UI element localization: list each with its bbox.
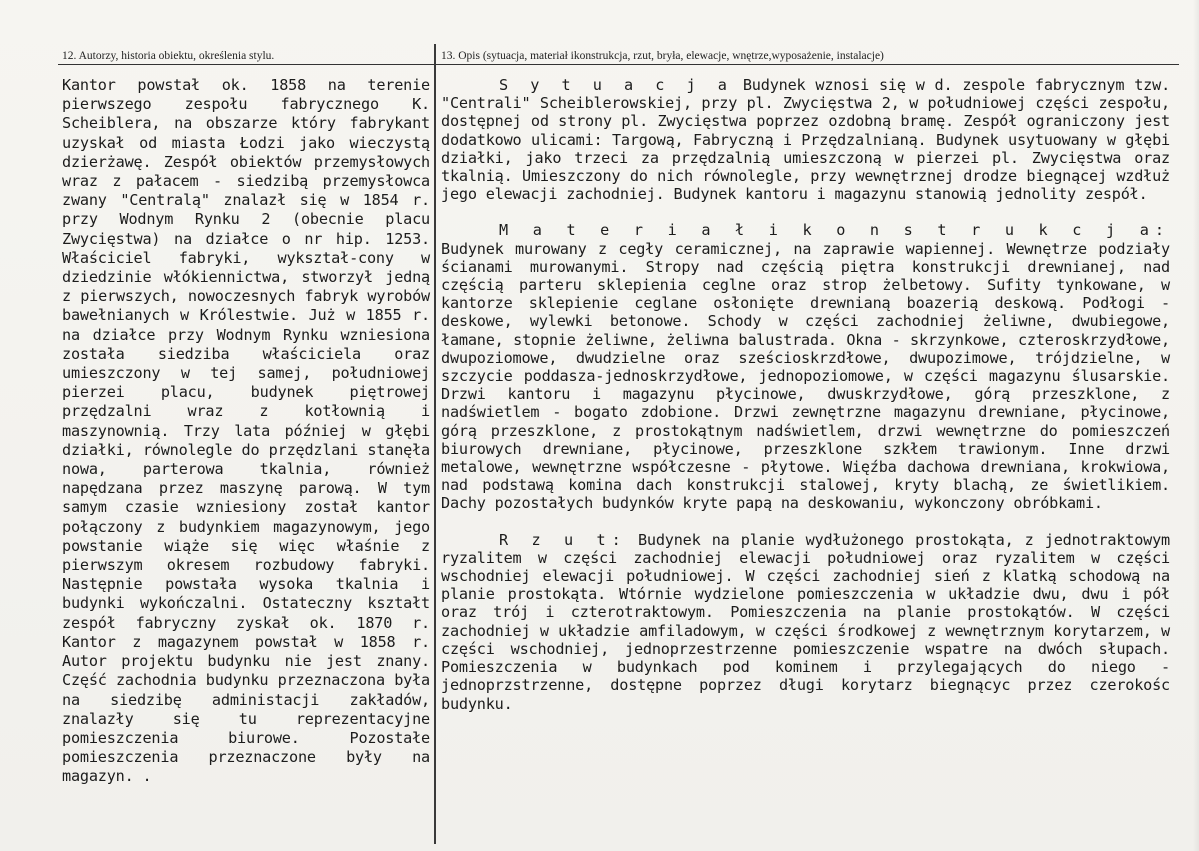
description-column [441,76,1170,731]
section-heading: S y t u a c j a [499,76,733,94]
page-edge [1193,0,1199,851]
section-text: Budynek murowany z cegły ceramicznej, na zaprawie wapiennej. Wewnętrze podziały ścianami murowanymi. Stropy nad częścią piętra konstrukcji drewnianej, nad częścią parteru sklepienia ceglne oraz strop żelbetowy. Sufity tynkowane, w kantorze sklepienie ceglane osłonięte drewnianą boazerią deskową. Podłogi - deskowe, wylewki betonowe. Schody w części zachodniej żeliwne, dwubiegowe, łamane, stopnie żeliwne, żeliwna balustrada. Okna - skrzynkowe, czteroskrzydłowe, dwupoziomowe, dwudzielne oraz sześcioskrzdłowe, dwupozimowe, trójdzielne, w szczycie poddasza-jednoskrzydłowe, jednopoziomowe, w części magazynu ślusarskie. Drzwi kantoru i magazynu płycinowe, dwuskrzydłowe, górą przeszklone, z nadświetlem - bogato zdobione. Drzwi zewnętrzne magazynu drewniane, płycinowe, górą przeszklone, z prostokątnym nadświetlem, drzwi wewnętrzne do pomieszczeń biurowych drewniane, płycinowe, przeszklone szkłem trawionym. Inne drzwi metalowe, wewnętrzne współczesne - płytowe. Więźba dachowa drewniana, krokwiowa, nad podstawą komina dach konstrukcji stalowej, kryty blachą, ze świetlikiem. Dachy pozostałych budynków kryte papą na deskowaniu, wykonczony obróbkami. [441,239,1170,513]
right-column-header: 13. Opis (sytuacja, materiał ikonstrukcja, rzut, bryła, elewacje, wnętrze,wyposażenie, instalacje) [441,50,884,62]
left-column-header: 12. Autorzy, historia obiektu, określenia stylu. [62,50,275,62]
history-column [62,76,430,787]
section-heading: R z u t: [499,530,627,549]
section-heading: M a t e r i a ł i k o n s t r u k c j a: [499,221,1170,240]
section-text: Budynek wznosi się w d. zespole fabrycznym tzw. "Centrali" Scheiblerowskiej, przy pl. Zwycięstwa 2, w południowej części zespołu, dostępnej od strony pl. Zwycięstwa poprzez ozdobną bramę. Zespół ograniczony jest dodatkowo ulicami: Targową, Fabryczną i Przędzalnianą. Budynek usytuowany w głębi działki, jako trzeci za przędzalnią umieszczoną w pierzei pl. Zwycięstwa oraz tkalnią. Umieszczony do nich równolegle, przy wewnętrznej drodze biegnącej wzdłuż jego elewacji zachodniej. Budynek kantoru i magazynu stanowią jednolity zespół. [441,76,1171,204]
section-rzut [441,531,1170,713]
column-divider [434,44,436,844]
section-text: Budynek na planie wydłużonego prostokąta, z jednotraktowym ryzalitem w części zachodniej elewacji południowej oraz ryzalitem w części wschodniej elewacji południowej. W części zachodniej sień z klatką schodową na planie prostokąta. Wtórnie wydzielone pomieszczenia w układzie dwu, dwu i pół oraz trój i czterotraktowym. Pomieszczenia na planie prostokątów. W części zachodniej w układzie amfiladowym, w części środkowej z wewnętrznym korytarzem, w części wschodniej, jednoprzestrzenne pomieszczenie wspatre na dwóch słupach. Pomieszczenia w budynkach pod kominem i przylegających do niego - jednoprzstrzenne, dostępne poprzez długi korytarz biegnącyc przez czerokośc budynku. [441,530,1170,713]
history-text: Kantor powstał ok. 1858 na terenie pierwszego zespołu fabrycznego K. Scheiblera, na obszarze który fabrykant uzyskał od miasta Łodzi jako wieczystą dzierżawę. Zespół obiektów przemysłowych wraz z pałacem - siedzibą przemysłowca zwany "Centralą" znalazł się w 1854 r. przy Wodnym Rynku 2 (obecnie placu Zwycięstwa) na działce o nr hip. 1253. Właściciel fabryki, wykształ-cony w dziedzinie włókiennictwa, stworzył jedną z pierwszych, nowoczesnych fabryk wyrobów bawełnianych w Królestwie. Już w 1855 r. na działce przy Wodnym Rynku wzniesiona została siedziba właściciela oraz umieszczony w tej samej, południowej pierzei placu, budynek piętrowej przędzalni wraz z kotłownią i maszynownią. Trzy lata później w głębi działki, równolegle do przędzlani stanęła nowa, parterowa tkalnia, również napędzana przez maszynę parową. W tym samym czasie wzniesiony został kantor połączony z budynkiem magazynowym, jego powstanie wiąże się więc właśnie z pierwszym okresem rozbudowy fabryki. Następnie powstała wysoka tkalnia i budynki wykończalni. Ostateczny kształt zespół fabryczny zyskał ok. 1870 r. Kantor z magazynem powstał w 1858 r. Autor projektu budynku nie jest znany. Część zachodnia budynku przeznaczona była na siedzibę administacji zakładów, znalazły się tu reprezentacyjne pomieszczenia biurowe. Pozostałe pomieszczenia przeznaczone były na magazyn. . [62,76,430,786]
section-material [441,221,1170,512]
header-rule [58,64,1179,65]
section-sytuacja [441,76,1170,203]
